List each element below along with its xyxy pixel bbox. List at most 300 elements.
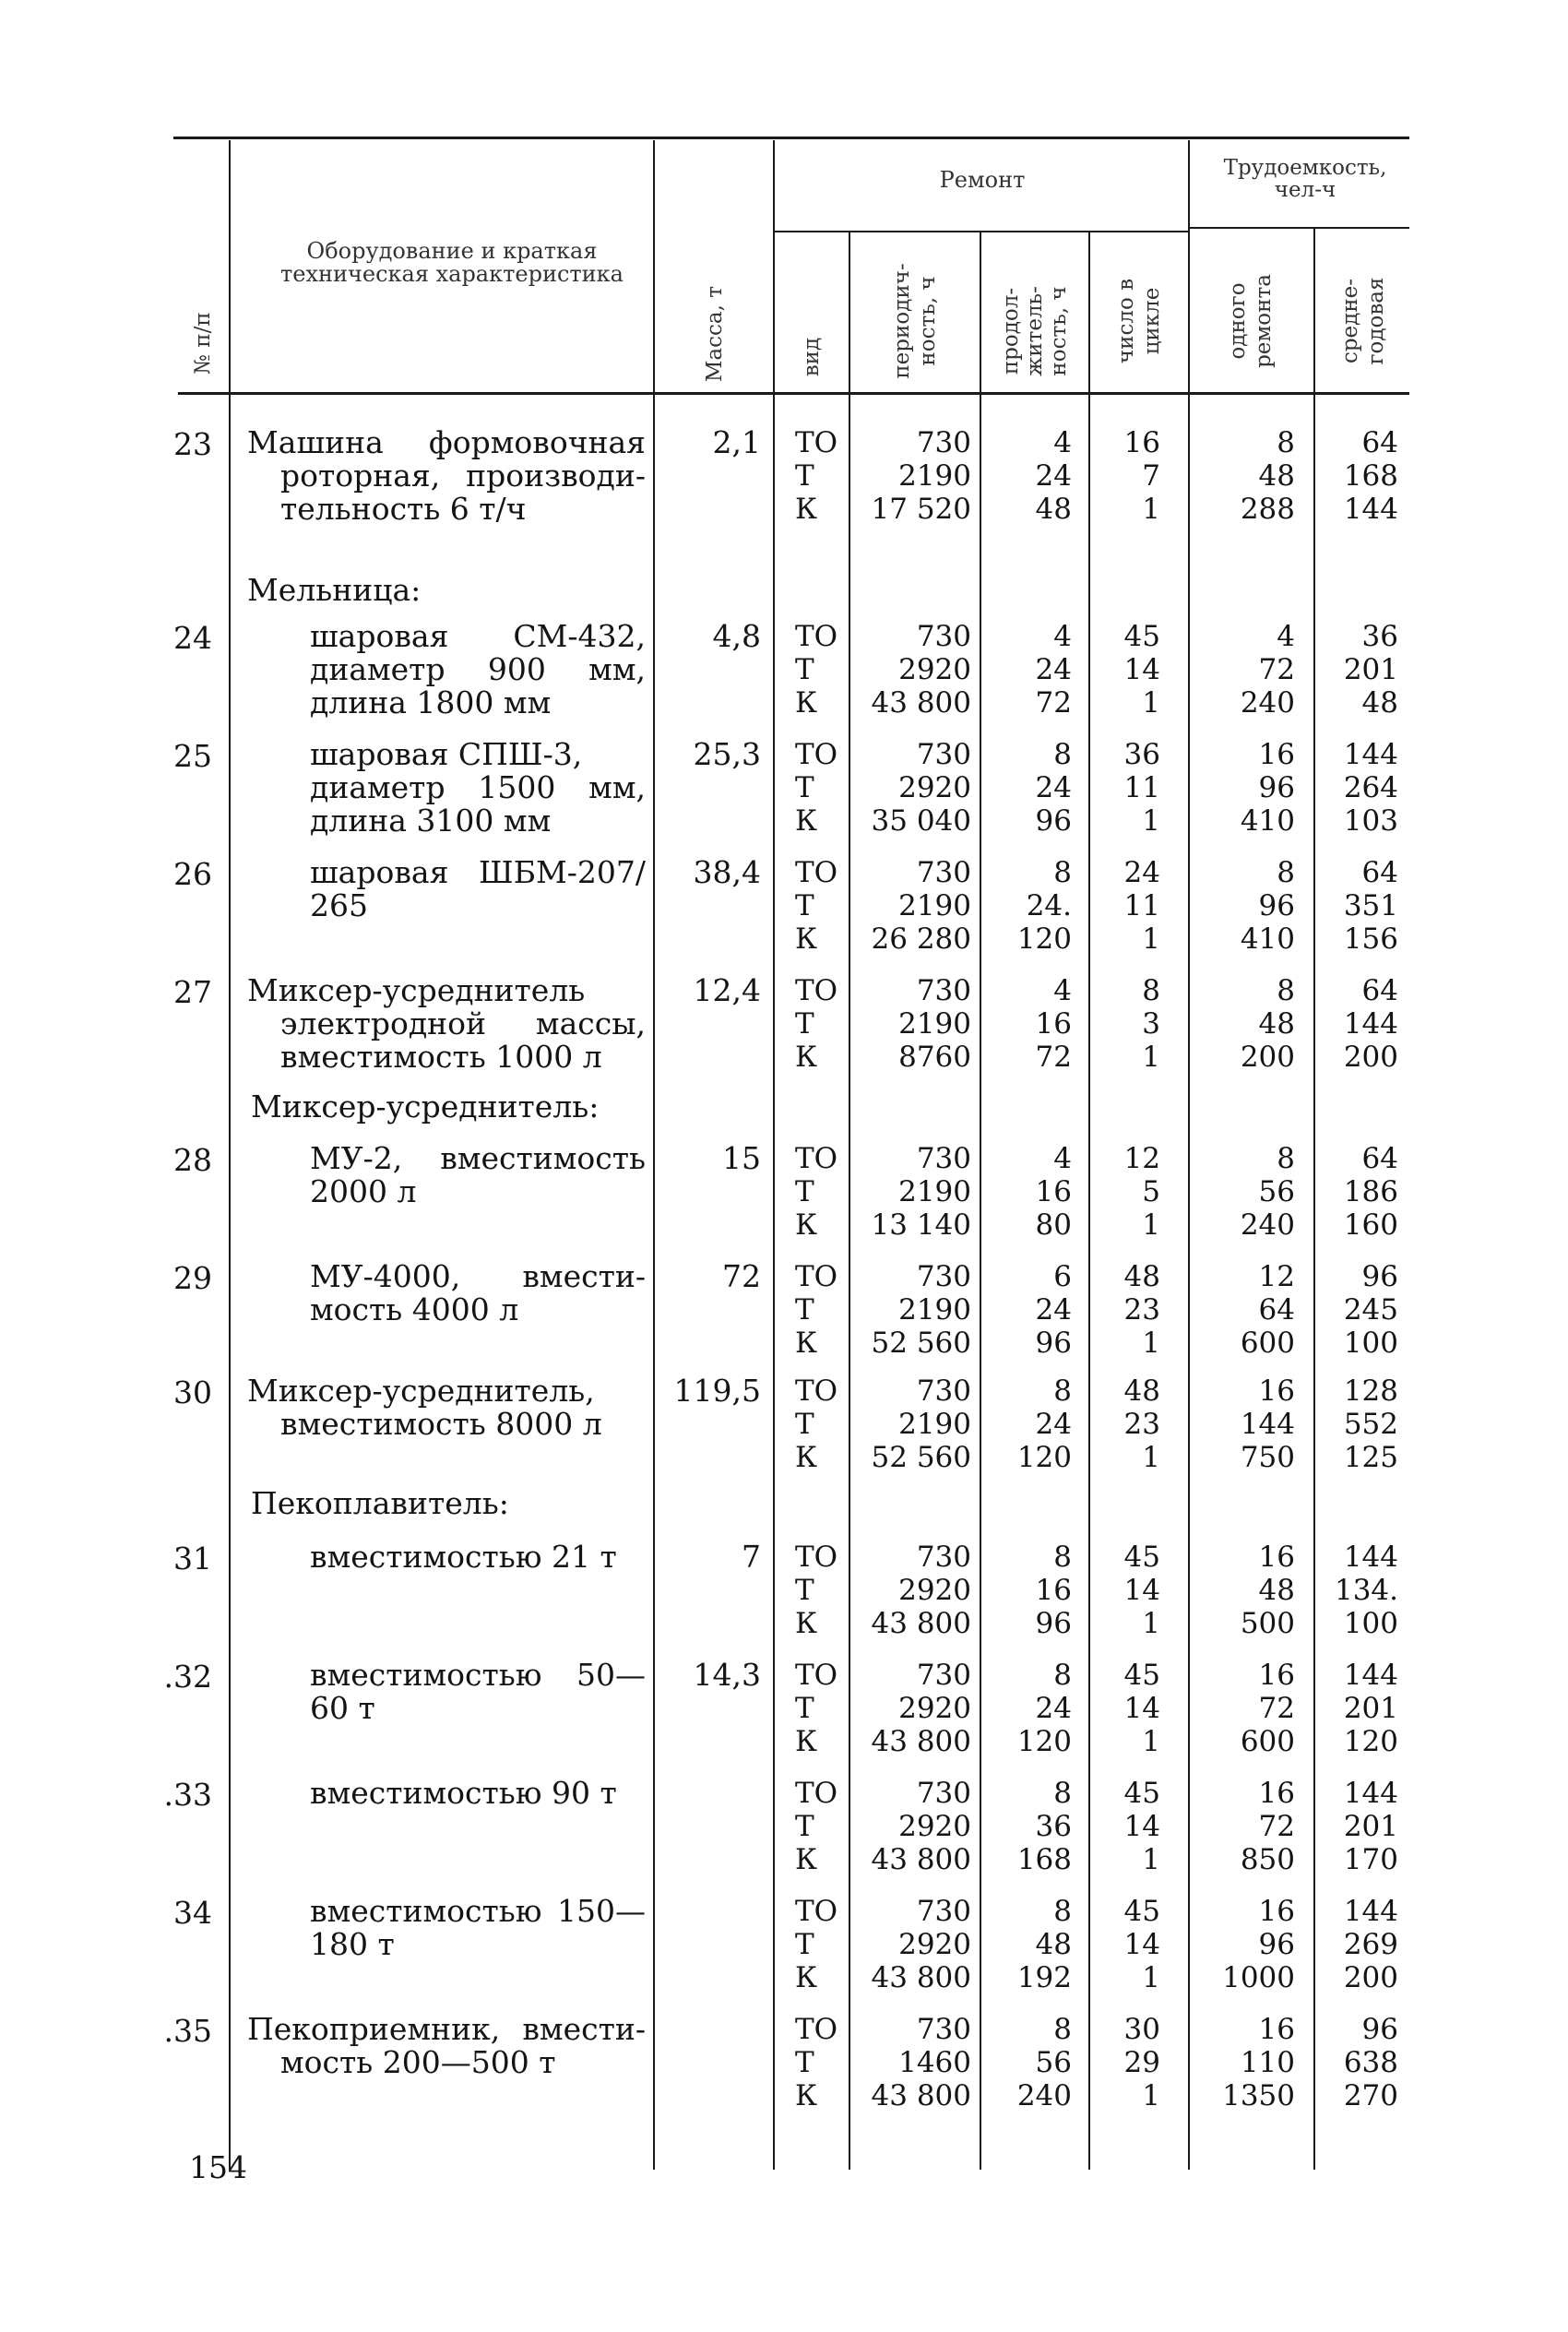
- equipment-name-line: МУ-4000, вмести-: [310, 1258, 646, 1294]
- equipment-name: [310, 1895, 646, 1961]
- equipment-name-line: длина 3100 мм: [310, 803, 552, 839]
- repair-duration-value: 120: [1016, 1725, 1072, 1758]
- repair-count-value: 14: [1123, 1692, 1160, 1725]
- labor-single-value: 16: [1258, 2013, 1295, 2046]
- equipment-name-line: 180 т: [310, 1926, 395, 1962]
- mass-value: 38,4: [693, 854, 761, 890]
- equipment-name-line: шаровая ШБМ-207/: [310, 854, 646, 890]
- repair-period-value: 2190: [898, 1175, 971, 1208]
- repair-type: [795, 1260, 841, 1360]
- labor-annual: [1321, 738, 1398, 838]
- repair-type-value: ТО: [795, 1260, 838, 1293]
- labor-annual-value: 351: [1343, 889, 1398, 922]
- repair-type-value: Т: [795, 653, 814, 686]
- labor-annual: [1321, 1895, 1398, 1994]
- header-equipment: Оборудование и краткая техническая характеристика: [280, 238, 624, 288]
- repair-count-value: 48: [1123, 1260, 1160, 1293]
- repair-count-value: 1: [1142, 1208, 1160, 1242]
- repair-count-value: 45: [1123, 1659, 1160, 1692]
- equipment-name: [310, 1142, 646, 1208]
- repair-type: [795, 1895, 841, 1994]
- equipment-name: [310, 856, 646, 922]
- labor-annual-value: 156: [1343, 922, 1398, 956]
- repair-count-value: 11: [1123, 889, 1160, 922]
- repair-duration-value: 24: [1035, 1408, 1072, 1441]
- repair-count-value: 14: [1123, 1574, 1160, 1607]
- labor-annual-value: 201: [1343, 653, 1398, 686]
- labor-annual-value: 638: [1343, 2046, 1398, 2079]
- labor-annual-value: 64: [1361, 974, 1398, 1007]
- header-period: периодич-ность, ч: [890, 263, 940, 379]
- row-number: 26: [173, 856, 212, 892]
- repair-duration-value: 16: [1035, 1574, 1072, 1607]
- repair-duration-value: 96: [1035, 1607, 1072, 1640]
- equipment-name-line: 265: [310, 887, 368, 923]
- repair-type-value: Т: [795, 1692, 814, 1725]
- labor-single-value: 16: [1258, 1659, 1295, 1692]
- repair-count-value: 14: [1123, 1810, 1160, 1843]
- repair-count-value: 14: [1123, 1928, 1160, 1961]
- repair-duration-value: 8: [1053, 1374, 1072, 1408]
- repair-duration-value: 4: [1053, 974, 1072, 1007]
- header-no: № п/п: [190, 312, 215, 375]
- header-repair-group: Ремонт: [939, 167, 1026, 193]
- vrule-single: [1313, 229, 1315, 2170]
- repair-period-value: 2920: [898, 1574, 971, 1607]
- repair-type: [795, 974, 841, 1074]
- repair-period-value: 730: [916, 1777, 971, 1810]
- equipment-name-line: шаровая СМ-432,: [310, 618, 646, 654]
- labor-single-value: 96: [1258, 1928, 1295, 1961]
- row-number: .32: [163, 1659, 212, 1695]
- repair-type-value: Т: [795, 771, 814, 804]
- vrule-period: [980, 232, 981, 2170]
- repair-duration: [987, 856, 1072, 956]
- repair-period-value: 8760: [898, 1041, 971, 1074]
- repair-count-value: 12: [1123, 1142, 1160, 1175]
- labor-single-value: 600: [1240, 1327, 1295, 1360]
- labor-single-value: 72: [1258, 653, 1295, 686]
- labor-single: [1199, 2013, 1295, 2112]
- labor-subheader-rule: [1190, 227, 1409, 229]
- repair-period-value: 730: [916, 1374, 971, 1408]
- labor-annual-value: 160: [1343, 1208, 1398, 1242]
- repair-count: [1098, 426, 1160, 526]
- repair-type-value: ТО: [795, 1374, 838, 1408]
- labor-annual-value: 96: [1361, 2013, 1398, 2046]
- labor-annual-value: 144: [1343, 493, 1398, 526]
- repair-period-value: 43 800: [871, 1961, 971, 1994]
- repair-duration-value: 4: [1053, 426, 1072, 459]
- repair-count-value: 45: [1123, 1777, 1160, 1810]
- header-type: вид: [799, 337, 824, 377]
- equipment-name-line: тельность 6 т/ч: [280, 491, 527, 527]
- repair-duration-value: 4: [1053, 1142, 1072, 1175]
- repair-duration-value: 8: [1053, 1541, 1072, 1574]
- labor-single-value: 240: [1240, 686, 1295, 720]
- header-duration: продол-житель-ность, ч: [999, 286, 1071, 376]
- repair-type: [795, 856, 841, 956]
- labor-single-value: 410: [1240, 804, 1295, 838]
- labor-single-value: 4: [1277, 620, 1295, 653]
- equipment-name-line: диаметр 900 мм,: [310, 651, 646, 687]
- top-rule: [173, 137, 1409, 139]
- repair-count-value: 24: [1123, 856, 1160, 889]
- header-annual: средне-годовая: [1338, 277, 1388, 365]
- row-number: 31: [173, 1541, 212, 1576]
- labor-annual-value: 270: [1343, 2079, 1398, 2112]
- mass-value: 14,3: [693, 1657, 761, 1693]
- repair-count-value: 1: [1142, 804, 1160, 838]
- mass-value: 7: [742, 1539, 761, 1575]
- repair-period-value: 43 800: [871, 1725, 971, 1758]
- repair-duration-value: 16: [1035, 1175, 1072, 1208]
- row-number: 28: [173, 1142, 212, 1178]
- labor-single-value: 8: [1277, 856, 1295, 889]
- equipment-name: [310, 1659, 646, 1725]
- repair-type-value: ТО: [795, 1541, 838, 1574]
- equipment-name-line: вместимость 8000 л: [280, 1406, 602, 1442]
- repair-duration: [987, 426, 1072, 526]
- repair-count-value: 30: [1123, 2013, 1160, 2046]
- repair-period-value: 730: [916, 1541, 971, 1574]
- labor-single: [1199, 1541, 1295, 1640]
- labor-single-value: 110: [1240, 2046, 1295, 2079]
- repair-period-value: 17 520: [871, 493, 971, 526]
- repair-duration-value: 192: [1016, 1961, 1072, 1994]
- equipment-name-line: Пекоприемник, вмести-: [247, 2011, 646, 2047]
- repair-duration: [987, 974, 1072, 1074]
- labor-annual-value: 144: [1343, 1659, 1398, 1692]
- repair-type: [795, 1142, 841, 1242]
- repair-period-value: 730: [916, 1142, 971, 1175]
- labor-annual-value: 269: [1343, 1928, 1398, 1961]
- equipment-name-line: вместимостью 90 т: [310, 1775, 617, 1811]
- repair-type-value: К: [795, 922, 817, 956]
- labor-single-value: 16: [1258, 1541, 1295, 1574]
- labor-single-value: 48: [1258, 1007, 1295, 1041]
- equipment-name: [310, 1541, 646, 1574]
- labor-annual-value: 144: [1343, 1007, 1398, 1041]
- labor-annual-value: 64: [1361, 426, 1398, 459]
- repair-count-value: 1: [1142, 1607, 1160, 1640]
- repair-duration-value: 120: [1016, 1441, 1072, 1474]
- labor-single-value: 240: [1240, 1208, 1295, 1242]
- repair-period-value: 730: [916, 426, 971, 459]
- repair-count-value: 23: [1123, 1408, 1160, 1441]
- header-single: одного ремонта: [1226, 274, 1276, 368]
- labor-single-value: 750: [1240, 1441, 1295, 1474]
- mass-value: 12,4: [693, 972, 761, 1008]
- labor-annual-value: 64: [1361, 856, 1398, 889]
- labor-annual-value: 170: [1343, 1843, 1398, 1876]
- labor-annual-value: 201: [1343, 1692, 1398, 1725]
- header-labor-group: Трудоемкость, чел-ч: [1223, 156, 1387, 203]
- header-mass: Масса, т: [702, 286, 727, 383]
- repair-period-value: 43 800: [871, 1607, 971, 1640]
- repair-type-value: ТО: [795, 1895, 838, 1928]
- repair-count: [1098, 1659, 1160, 1758]
- repair-period-value: 2920: [898, 1692, 971, 1725]
- repair-count-value: 1: [1142, 2079, 1160, 2112]
- repair-duration: [987, 2013, 1072, 2112]
- repair-count-value: 5: [1142, 1175, 1160, 1208]
- labor-annual: [1321, 856, 1398, 956]
- labor-single-value: 96: [1258, 889, 1295, 922]
- repair-type: [795, 1374, 841, 1474]
- labor-single: [1199, 856, 1295, 956]
- equipment-name-line: электродной массы,: [280, 1005, 646, 1041]
- repair-duration: [987, 620, 1072, 720]
- repair-type: [795, 738, 841, 838]
- repair-duration-value: 96: [1035, 804, 1072, 838]
- repair-duration: [987, 738, 1072, 838]
- group-label-mill: Мельница:: [247, 572, 422, 608]
- repair-type-value: К: [795, 1725, 817, 1758]
- repair-type-value: К: [795, 804, 817, 838]
- repair-duration-value: 8: [1053, 856, 1072, 889]
- labor-annual-value: 36: [1361, 620, 1398, 653]
- repair-count-value: 1: [1142, 1441, 1160, 1474]
- repair-duration: [987, 1260, 1072, 1360]
- repair-period: [862, 1374, 971, 1474]
- labor-annual-value: 103: [1343, 804, 1398, 838]
- repair-period-value: 52 560: [871, 1441, 971, 1474]
- repair-count-value: 45: [1123, 620, 1160, 653]
- repair-type-value: ТО: [795, 1142, 838, 1175]
- repair-type-value: К: [795, 2079, 817, 2112]
- repair-type-value: К: [795, 1041, 817, 1074]
- labor-annual: [1321, 2013, 1398, 2112]
- repair-count-value: 45: [1123, 1895, 1160, 1928]
- repair-type-value: ТО: [795, 856, 838, 889]
- repair-count-value: 1: [1142, 1843, 1160, 1876]
- repair-type-value: Т: [795, 1408, 814, 1441]
- repair-count-value: 16: [1123, 426, 1160, 459]
- repair-duration-value: 24: [1035, 653, 1072, 686]
- repair-type-value: Т: [795, 1810, 814, 1843]
- repair-count-value: 1: [1142, 1327, 1160, 1360]
- repair-duration-value: 8: [1053, 738, 1072, 771]
- repair-type-value: К: [795, 686, 817, 720]
- labor-single-value: 410: [1240, 922, 1295, 956]
- labor-single-value: 500: [1240, 1607, 1295, 1640]
- labor-single: [1199, 1142, 1295, 1242]
- repair-duration-value: 36: [1035, 1810, 1072, 1843]
- repair-count: [1098, 620, 1160, 720]
- repair-count: [1098, 1895, 1160, 1994]
- repair-type-value: ТО: [795, 426, 838, 459]
- equipment-name: [247, 974, 646, 1074]
- repair-period-value: 26 280: [871, 922, 971, 956]
- repair-type-value: Т: [795, 1928, 814, 1961]
- repair-subheader-rule: [775, 231, 1190, 232]
- repair-period-value: 13 140: [871, 1208, 971, 1242]
- labor-single-value: 12: [1258, 1260, 1295, 1293]
- equipment-name-line: Миксер-усреднитель: [247, 972, 586, 1008]
- repair-type-value: ТО: [795, 2013, 838, 2046]
- labor-annual-value: 64: [1361, 1142, 1398, 1175]
- repair-type-value: Т: [795, 889, 814, 922]
- repair-type-value: К: [795, 1961, 817, 1994]
- labor-annual-value: 134.: [1334, 1574, 1398, 1607]
- labor-annual: [1321, 974, 1398, 1074]
- repair-count-value: 1: [1142, 1041, 1160, 1074]
- repair-period: [862, 1659, 971, 1758]
- repair-period: [862, 1541, 971, 1640]
- labor-annual: [1321, 620, 1398, 720]
- repair-period-value: 730: [916, 1895, 971, 1928]
- repair-period: [862, 974, 971, 1074]
- repair-type: [795, 426, 841, 526]
- equipment-name-line: вместимостью 150—: [310, 1893, 646, 1929]
- repair-period-value: 2190: [898, 1293, 971, 1327]
- labor-annual-value: 125: [1343, 1441, 1398, 1474]
- labor-annual: [1321, 1777, 1398, 1876]
- labor-single: [1199, 1895, 1295, 1994]
- repair-period-value: 2190: [898, 889, 971, 922]
- repair-duration-value: 24: [1035, 1692, 1072, 1725]
- row-number: .33: [163, 1777, 212, 1813]
- repair-period: [862, 1142, 971, 1242]
- vrule-equipment: [653, 140, 655, 2170]
- repair-duration-value: 72: [1035, 1041, 1072, 1074]
- repair-period-value: 2190: [898, 1007, 971, 1041]
- repair-count-value: 1: [1142, 686, 1160, 720]
- labor-single: [1199, 426, 1295, 526]
- repair-duration-value: 24: [1035, 459, 1072, 493]
- repair-period-value: 730: [916, 1260, 971, 1293]
- repair-type-value: ТО: [795, 1659, 838, 1692]
- repair-count-value: 36: [1123, 738, 1160, 771]
- equipment-name-line: роторная, производи-: [280, 458, 646, 494]
- labor-annual-value: 264: [1343, 771, 1398, 804]
- repair-type-value: Т: [795, 1293, 814, 1327]
- labor-annual-value: 144: [1343, 1895, 1398, 1928]
- repair-duration-value: 16: [1035, 1007, 1072, 1041]
- repair-type: [795, 1541, 841, 1640]
- labor-single-value: 850: [1240, 1843, 1295, 1876]
- labor-single-value: 16: [1258, 738, 1295, 771]
- repair-period-value: 43 800: [871, 2079, 971, 2112]
- labor-annual: [1321, 426, 1398, 526]
- repair-count: [1098, 1260, 1160, 1360]
- repair-duration-value: 8: [1053, 1777, 1072, 1810]
- repair-duration-value: 8: [1053, 2013, 1072, 2046]
- labor-annual-value: 245: [1343, 1293, 1398, 1327]
- repair-duration-value: 8: [1053, 1659, 1072, 1692]
- repair-duration-value: 56: [1035, 2046, 1072, 2079]
- labor-annual-value: 144: [1343, 738, 1398, 771]
- repair-duration-value: 8: [1053, 1895, 1072, 1928]
- equipment-name: [310, 738, 646, 838]
- labor-single-value: 56: [1258, 1175, 1295, 1208]
- repair-period-value: 2920: [898, 771, 971, 804]
- equipment-name: [310, 1260, 646, 1327]
- repair-period-value: 730: [916, 620, 971, 653]
- labor-single-value: 48: [1258, 1574, 1295, 1607]
- equipment-name-line: шаровая СПШ-3,: [310, 736, 583, 772]
- row-number: .35: [163, 2013, 212, 2049]
- labor-single-value: 1000: [1222, 1961, 1295, 1994]
- repair-duration-value: 24: [1035, 1293, 1072, 1327]
- repair-period-value: 43 800: [871, 686, 971, 720]
- repair-duration-value: 240: [1016, 2079, 1072, 2112]
- labor-single-value: 72: [1258, 1692, 1295, 1725]
- labor-single-value: 144: [1240, 1408, 1295, 1441]
- labor-annual-value: 120: [1343, 1725, 1398, 1758]
- group-label-pitch-melter: Пекоплавитель:: [251, 1485, 509, 1521]
- repair-duration: [987, 1374, 1072, 1474]
- equipment-name: [310, 1777, 646, 1810]
- labor-single-value: 8: [1277, 426, 1295, 459]
- repair-type-value: К: [795, 1208, 817, 1242]
- mass-value: 4,8: [712, 618, 761, 654]
- equipment-name: [310, 620, 646, 720]
- labor-annual: [1321, 1541, 1398, 1640]
- repair-count-value: 45: [1123, 1541, 1160, 1574]
- repair-count-value: 29: [1123, 2046, 1160, 2079]
- repair-duration-value: 80: [1035, 1208, 1072, 1242]
- labor-single-value: 96: [1258, 771, 1295, 804]
- repair-duration-value: 24.: [1026, 889, 1072, 922]
- vrule-count: [1188, 140, 1190, 2170]
- page-number: 154: [189, 2149, 247, 2185]
- row-number: 25: [173, 738, 212, 774]
- repair-period-value: 2920: [898, 1928, 971, 1961]
- repair-count-value: 23: [1123, 1293, 1160, 1327]
- equipment-name-line: вместимость 1000 л: [280, 1039, 602, 1075]
- equipment-name: [247, 426, 646, 526]
- equipment-name-line: мость 200—500 т: [280, 2044, 556, 2080]
- labor-single: [1199, 1777, 1295, 1876]
- row-number: 24: [173, 620, 212, 656]
- repair-type-value: К: [795, 1441, 817, 1474]
- repair-period-value: 2920: [898, 653, 971, 686]
- labor-single-value: 1350: [1222, 2079, 1295, 2112]
- repair-duration-value: 96: [1035, 1327, 1072, 1360]
- repair-type: [795, 620, 841, 720]
- equipment-name-line: диаметр 1500 мм,: [310, 769, 646, 805]
- labor-single-value: 48: [1258, 459, 1295, 493]
- repair-type-value: К: [795, 1327, 817, 1360]
- equipment-name-line: вместимостью 50—: [310, 1657, 646, 1693]
- labor-annual-value: 128: [1343, 1374, 1398, 1408]
- repair-period: [862, 426, 971, 526]
- header-count: число в цикле: [1114, 278, 1164, 364]
- repair-period-value: 2190: [898, 459, 971, 493]
- repair-period-value: 43 800: [871, 1843, 971, 1876]
- labor-annual-value: 48: [1361, 686, 1398, 720]
- repair-count: [1098, 974, 1160, 1074]
- repair-count: [1098, 1541, 1160, 1640]
- repair-period: [862, 856, 971, 956]
- mass-value: 15: [722, 1140, 761, 1176]
- repair-duration: [987, 1777, 1072, 1876]
- repair-count: [1098, 856, 1160, 956]
- labor-annual-value: 144: [1343, 1777, 1398, 1810]
- labor-annual-value: 100: [1343, 1607, 1398, 1640]
- repair-count-value: 1: [1142, 1961, 1160, 1994]
- repair-type-value: К: [795, 1607, 817, 1640]
- labor-single: [1199, 1260, 1295, 1360]
- repair-period-value: 35 040: [871, 804, 971, 838]
- repair-period: [862, 1895, 971, 1994]
- equipment-name-line: 60 т: [310, 1690, 375, 1726]
- labor-single-value: 8: [1277, 1142, 1295, 1175]
- repair-duration-value: 168: [1016, 1843, 1072, 1876]
- repair-count-value: 1: [1142, 922, 1160, 956]
